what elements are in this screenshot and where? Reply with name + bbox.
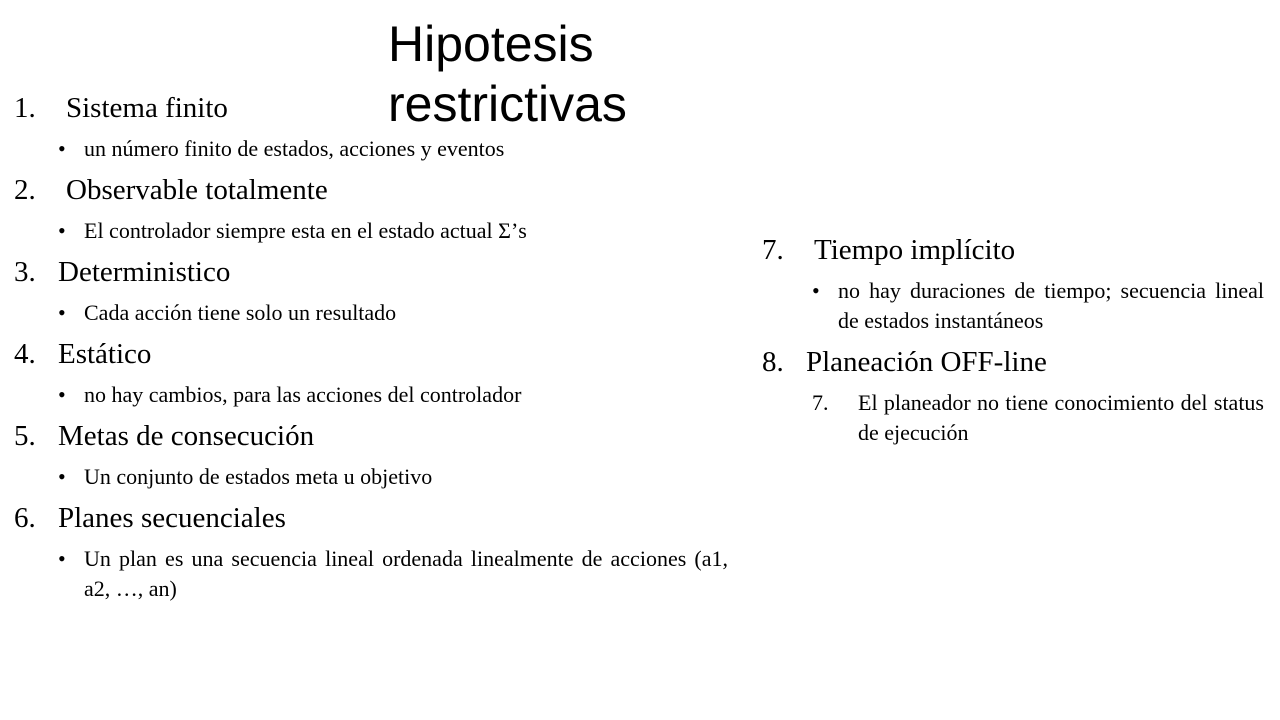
item-heading: Estático bbox=[58, 338, 152, 370]
list-item bbox=[762, 232, 1264, 336]
item-number: 3. bbox=[14, 256, 36, 288]
list-item bbox=[14, 500, 728, 604]
bullet-icon: • bbox=[58, 382, 66, 407]
item-detail: Un conjunto de estados meta u objetivo bbox=[84, 464, 433, 489]
item-number: 6. bbox=[14, 502, 36, 534]
sub-item-number: 7. bbox=[812, 390, 829, 415]
list-item bbox=[14, 172, 728, 246]
slide-title-line-2: restrictivas bbox=[388, 76, 627, 132]
item-number: 4. bbox=[14, 338, 36, 370]
item-heading: Planes secuenciales bbox=[58, 502, 286, 534]
item-number: 7. bbox=[762, 234, 784, 266]
bullet-icon: • bbox=[58, 300, 66, 325]
list-item bbox=[14, 90, 728, 164]
bullet-icon: • bbox=[58, 218, 66, 243]
bullet-icon: • bbox=[812, 278, 820, 303]
bullet-icon: • bbox=[58, 136, 66, 161]
item-detail: El controlador siempre esta en el estado actual Σ’s bbox=[84, 218, 527, 243]
list-item bbox=[14, 418, 728, 492]
list-item bbox=[762, 344, 1264, 448]
item-number: 8. bbox=[762, 346, 784, 378]
item-detail: un número finito de estados, acciones y eventos bbox=[84, 136, 505, 161]
left-column bbox=[14, 90, 728, 612]
item-heading: Metas de consecución bbox=[58, 420, 315, 452]
item-detail: El planeador no tiene conocimiento del status de ejecución bbox=[858, 390, 1264, 445]
bullet-icon: • bbox=[58, 546, 66, 571]
bullet-icon: • bbox=[58, 464, 66, 489]
item-heading: Planeación OFF-line bbox=[806, 346, 1047, 378]
list-item bbox=[14, 336, 728, 410]
item-heading: Sistema finito bbox=[66, 92, 228, 124]
item-heading: Observable totalmente bbox=[66, 174, 328, 206]
item-number: 2. bbox=[14, 174, 36, 206]
item-detail: Un plan es una secuencia lineal ordenada linealmente de acciones (a1, a2, …, an) bbox=[84, 546, 728, 601]
item-heading: Deterministico bbox=[58, 256, 231, 288]
item-detail: no hay duraciones de tiempo; secuencia lineal de estados instantáneos bbox=[838, 278, 1264, 333]
item-number: 1. bbox=[14, 92, 36, 124]
item-detail: Cada acción tiene solo un resultado bbox=[84, 300, 397, 325]
item-heading: Tiempo implícito bbox=[814, 234, 1016, 266]
slide-title-line-1: Hipotesis bbox=[388, 16, 594, 72]
item-number: 5. bbox=[14, 420, 36, 452]
right-column bbox=[762, 232, 1264, 456]
list-item bbox=[14, 254, 728, 328]
item-detail: no hay cambios, para las acciones del controlador bbox=[84, 382, 522, 407]
